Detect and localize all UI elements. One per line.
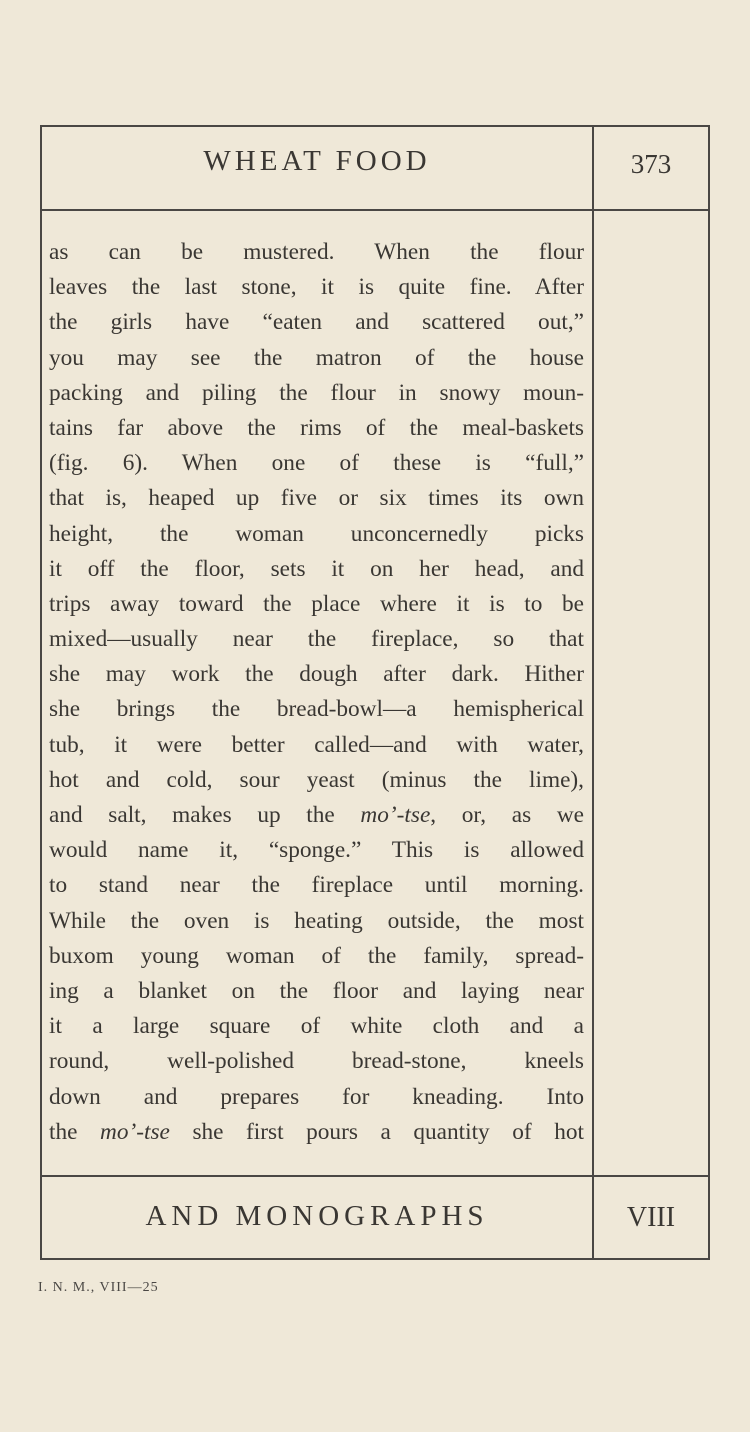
footer-rule [42, 1175, 708, 1177]
text-line: would name it, “sponge.” This is allowed [49, 837, 584, 864]
column-divider [592, 127, 594, 1258]
volume-label: VIII [626, 1202, 676, 1233]
italic-term: mo’-tse [360, 802, 431, 828]
text-line: she brings the bread-bowl—a hemispherical [49, 696, 584, 723]
page-number: 373 [630, 149, 672, 179]
body-text [49, 235, 584, 1150]
text-line: that is, heaped up five or six times its own [49, 485, 584, 512]
italic-term: mo’-tse [100, 1118, 170, 1145]
text-line: leaves the last stone, it is quite fine. After [49, 274, 584, 301]
text-line: round, well-polished bread-stone, kneels [49, 1048, 584, 1075]
text-line: it off the floor, sets it on her head, and [49, 555, 584, 582]
text-line: trips away toward the place where it is to be [49, 590, 584, 617]
text-line: height, the woman unconcernedly picks [49, 520, 584, 547]
text-line: buxom young woman of the family, spread- [49, 942, 584, 969]
text-line: hot and cold, sour yeast (minus the lime), [49, 766, 584, 793]
running-foot-title: AND MONOGRAPHS [145, 1200, 489, 1232]
text-line: she may work the dough after dark. Hither [49, 661, 584, 688]
text-line: packing and piling the flour in snowy moun- [49, 379, 584, 406]
text-line: to stand near the fireplace until morning. [49, 872, 584, 899]
page-frame [40, 125, 710, 1260]
text-line: tains far above the rims of the meal-baskets [49, 414, 584, 441]
text-line: it a large square of white cloth and a [49, 1013, 584, 1040]
text-line: (fig. 6). When one of these is “full,” [49, 450, 584, 477]
text-line: and salt, makes up the mo’-tse, or, as we [49, 802, 584, 828]
running-head-title: WHEAT FOOD [203, 145, 431, 177]
text-line: While the oven is heating outside, the most [49, 907, 584, 934]
text-line: tub, it were better called—and with water, [49, 731, 584, 758]
header-rule [42, 209, 708, 211]
text-line: ing a blanket on the floor and laying near [49, 977, 584, 1004]
text-line: you may see the matron of the house [49, 344, 584, 371]
text-line: the mo’-tse she first pours a quantity of hot [49, 1118, 584, 1145]
text-line: down and prepares for kneading. Into [49, 1083, 584, 1110]
text-line: the girls have “eaten and scattered out,” [49, 309, 584, 336]
text-line: as can be mustered. When the flour [49, 239, 584, 265]
signature-mark: I. N. M., VIII—25 [38, 1280, 159, 1295]
text-line: mixed—usually near the fireplace, so that [49, 626, 584, 653]
